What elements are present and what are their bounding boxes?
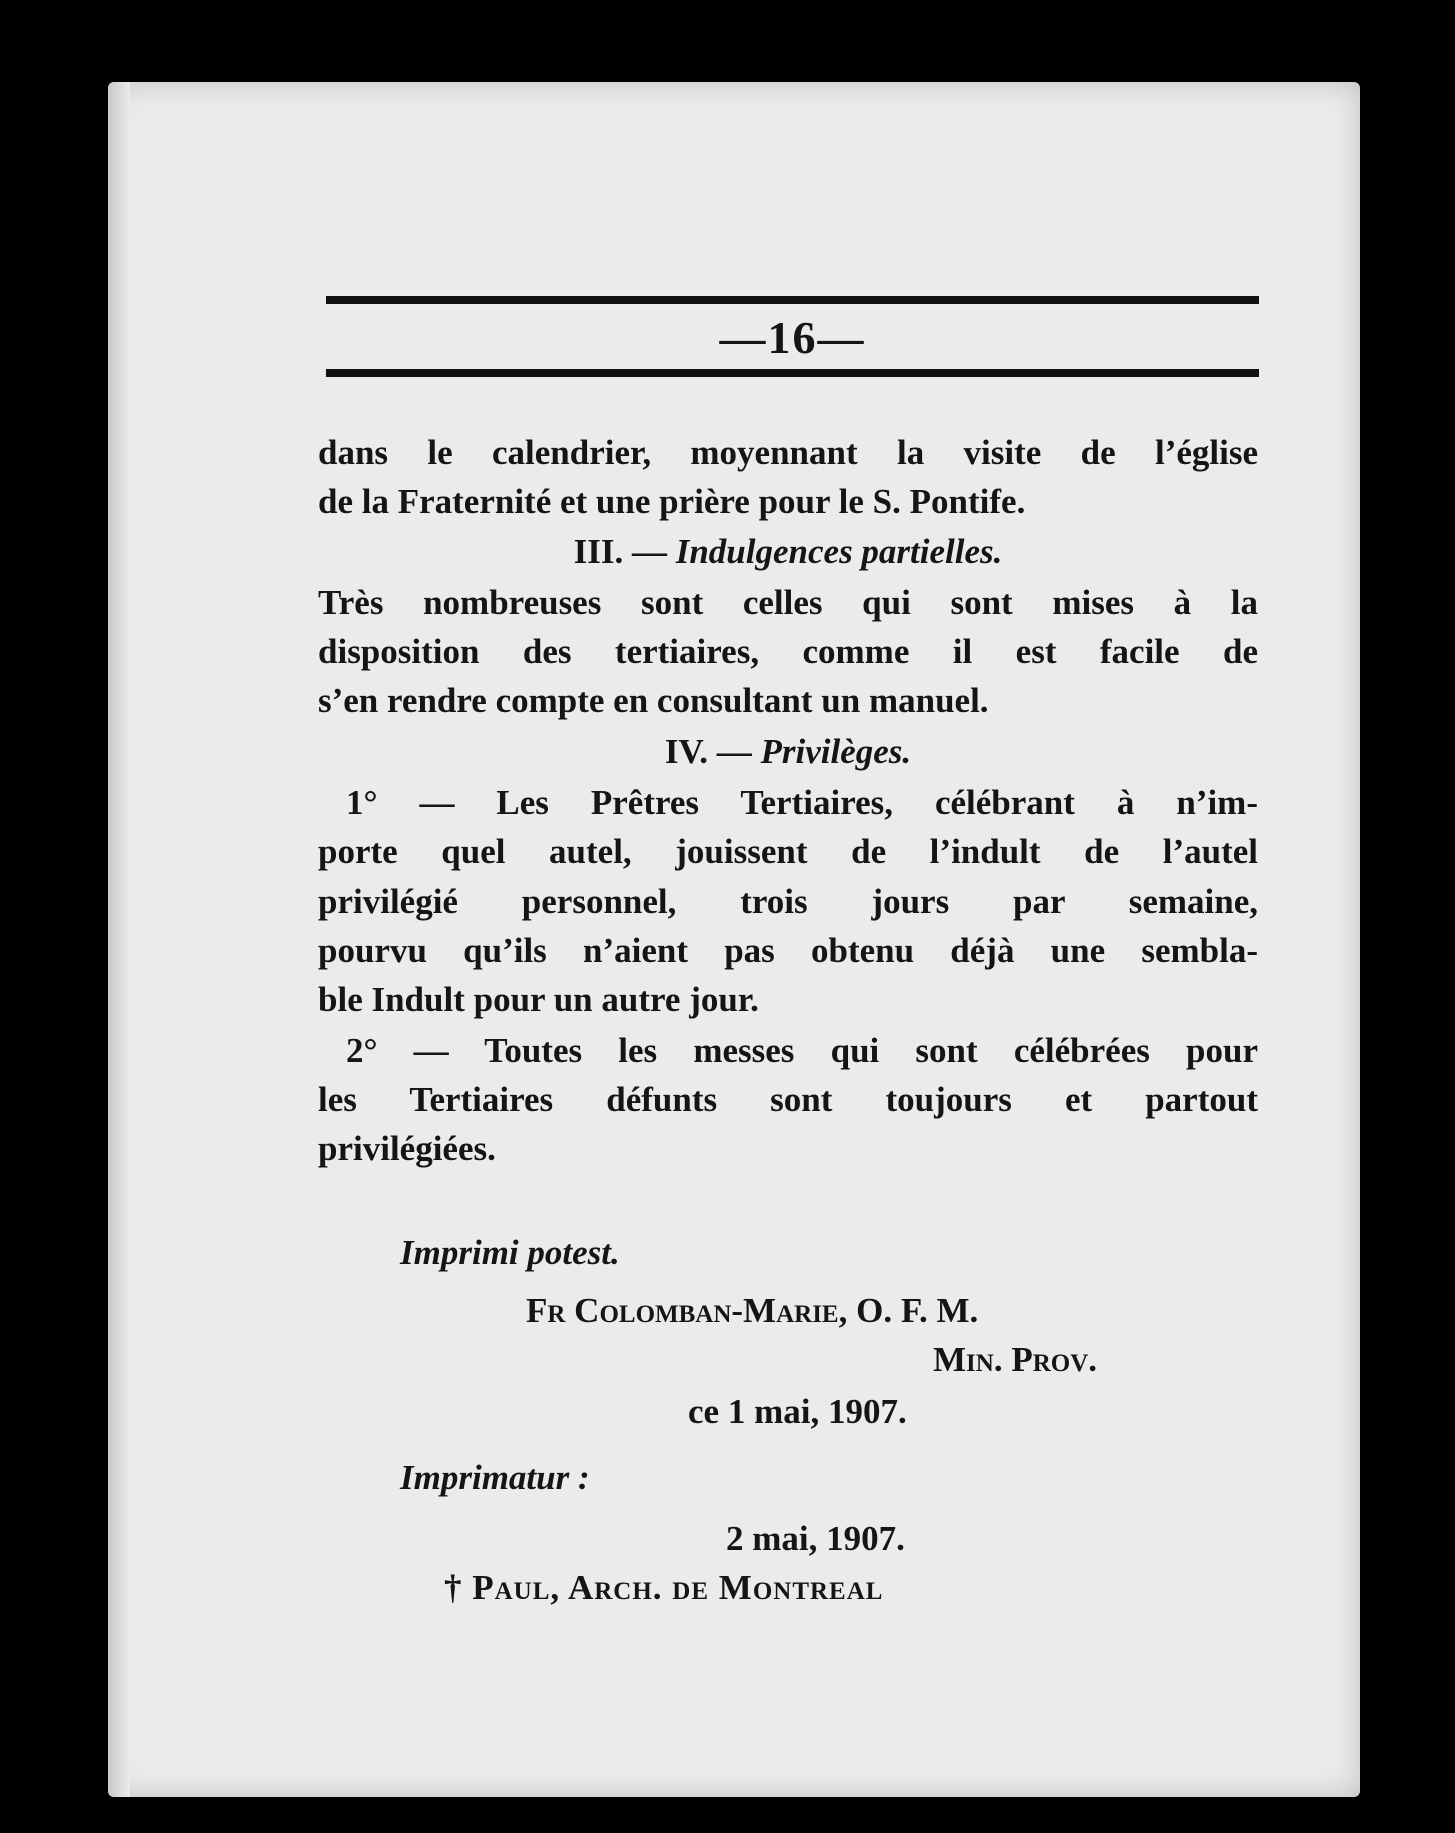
provincial-name: Fr Colomban-Marie, O. F. M. [526,1291,979,1330]
text-line: 1° — Les Prêtres Tertiaires, célébrant à n’im- [346,783,1258,822]
section-title: Indulgences partielles. [675,532,1003,571]
text-line: disposition des tertiaires, comme il est facile de [318,632,1258,671]
text-line: privilégiées. [318,1129,496,1168]
page-edge [108,82,130,1797]
text-line: pourvu qu’ils n’aient pas obtenu déjà une sembla- [318,931,1258,970]
date-one: ce 1 mai, 1907. [688,1392,907,1431]
archbishop-signature: † Paul, Arch. de Montreal [444,1568,884,1607]
imprimatur-label: Imprimatur : [400,1458,590,1497]
text-line: privilégié personnel, trois jours par semaine, [318,882,1258,921]
section-heading-iv [318,728,1258,776]
section-title: Privilèges. [760,732,912,771]
imprimi-potest-label: Imprimi potest. [400,1233,620,1272]
date-two: 2 mai, 1907. [726,1519,905,1558]
text-line: Très nombreuses sont celles qui sont mises à la [318,583,1258,622]
page-number: —16— [719,312,866,363]
text-line: de la Fraternité et une prière pour le S. Pontife. [318,482,1026,521]
section-numeral: III. — [573,532,676,571]
text-line: ble Indult pour un autre jour. [318,980,759,1019]
text-line: porte quel autel, jouissent de l’indult de l’autel [318,832,1258,871]
document-page [108,82,1360,1797]
header-rule-bottom [326,369,1259,377]
header-rule-top [326,296,1259,304]
text-line: 2° — Toutes les messes qui sont célébrées pour [346,1031,1258,1070]
text-line: s’en rendre compte en consultant un manuel. [318,681,989,720]
text-line: dans le calendrier, moyennant la visite de l’église [318,433,1258,472]
provincial-title: Min. Prov. [933,1340,1098,1379]
section-numeral: IV. — [664,732,761,771]
text-line: les Tertiaires défunts sont toujours et partout [318,1080,1258,1119]
section-heading-iii [318,528,1258,576]
